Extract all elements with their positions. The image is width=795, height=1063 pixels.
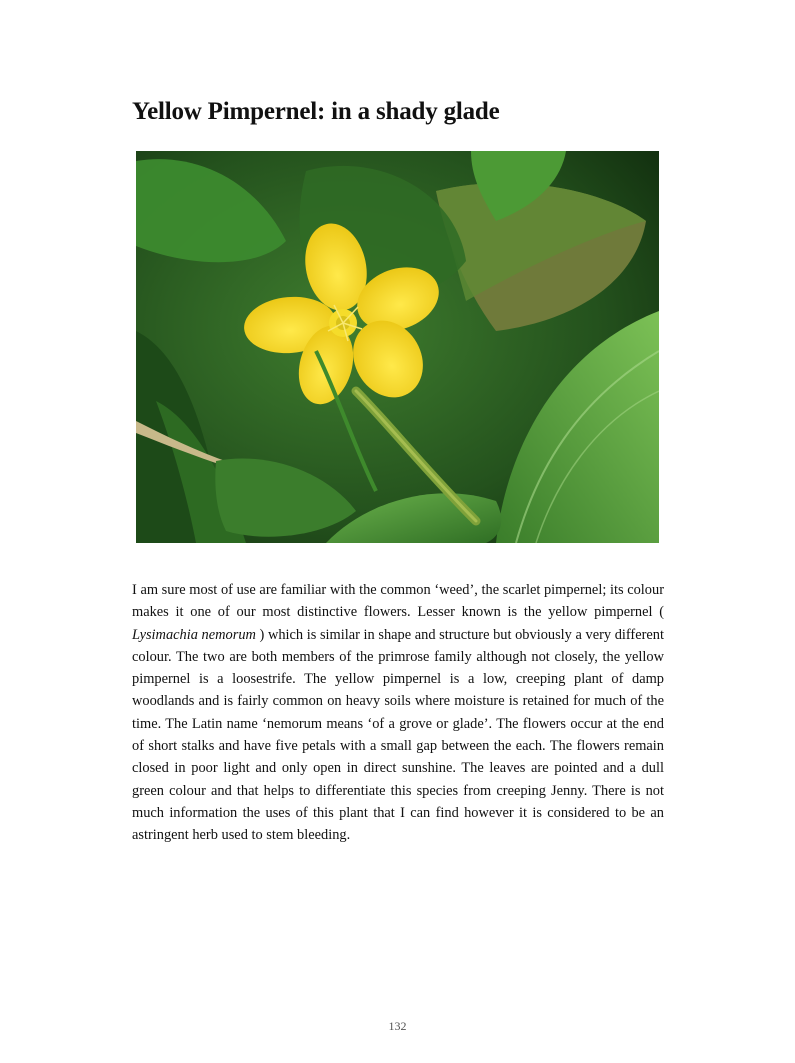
article-text-after: ) which is similar in shape and structure but obviously a very different colour. The two are both members of the primrose family although not closely, the yellow pimpernel is a loosestrife. The yellow pimpernel is a low, creeping plant of damp woodlands and is fairly common on heavy soils where moisture is retained for much of the time. The Latin name ‘nemorum means ‘of a grove or glade’. The flowers occur at the end of short stalks and have five petals with a small gap between the each. The flowers remain closed in poor light and only open in direct sunshine. The leaves are pointed and a dull green colour and that helps to differentiate this species from creeping Jenny. There is not much information the uses of this plant that I can find however it is considered to be an astringent herb used to stem bleeding. bbox=[132, 626, 664, 844]
article-paragraph bbox=[132, 579, 664, 847]
flower-illustration bbox=[136, 151, 659, 543]
latin-name: Lysimachia nemorum bbox=[132, 626, 256, 643]
page-number: 132 bbox=[388, 1019, 407, 1033]
yellow-pimpernel-photo bbox=[136, 151, 659, 543]
article-text-before: I am sure most of use are familiar with the common ‘weed’, the scarlet pimpernel; its colour makes it one of our most distinctive flowers. Lesser known is the yellow pimpernel ( bbox=[132, 582, 664, 621]
page-title: Yellow Pimpernel: in a shady glade bbox=[132, 98, 500, 125]
